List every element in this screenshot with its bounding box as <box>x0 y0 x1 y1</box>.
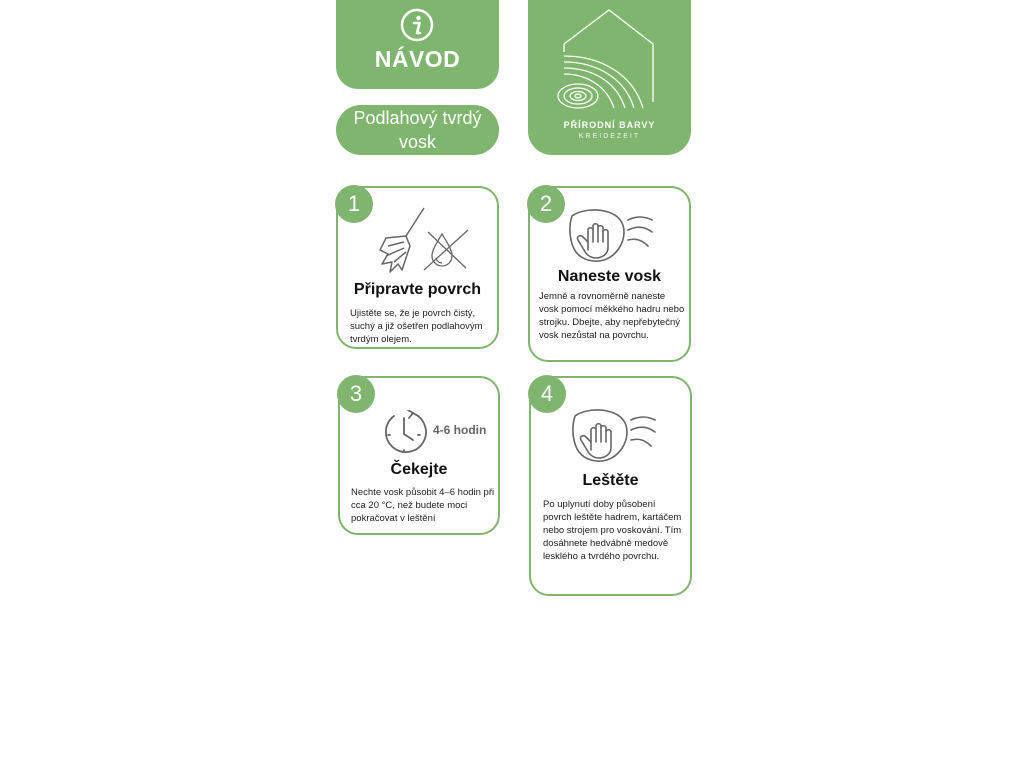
wait-duration-label: 4-6 hodin <box>433 423 487 437</box>
house-wood-logo-icon <box>528 0 691 155</box>
step-card-4 <box>529 376 692 596</box>
product-name-badge <box>336 105 499 155</box>
step-number: 1 <box>335 185 373 223</box>
step-card-2 <box>528 186 691 362</box>
step-description: Po uplynutí doby působení povrch leštěte hadrem, kartáčem nebo strojem pro voskování. Tím dosáhnete hedvábně medově lesklého a tvrdého povrchu. <box>543 499 682 562</box>
step-description: Ujistěte se, že je povrch čistý, suchý a již ošetřen podlahovým tvrdým olejem. <box>350 308 483 345</box>
page-title: NÁVOD <box>374 46 461 72</box>
step-title: Leštěte <box>582 472 639 489</box>
feather-duster-icon <box>376 206 426 276</box>
info-icon <box>400 8 434 42</box>
step-number: 3 <box>337 375 375 413</box>
product-name: Podlahový tvrdý vosk <box>353 108 482 152</box>
step-card-1 <box>336 186 499 349</box>
instructions-header-card <box>336 0 499 89</box>
step-description: Jemně a rovnoměrně naneste vosk pomocí měkkého hadru nebo strojku. Dbejte, aby nepřebytečný vosk nezůstal na povrchu. <box>539 291 685 341</box>
brand-logo-card <box>528 0 691 155</box>
no-water-icon <box>422 228 472 272</box>
step-title: Naneste vosk <box>557 268 662 285</box>
step-description: Nechte vosk působit 4–6 hodin při cca 20 °C, než budete moci pokračovat v leštění <box>351 487 495 524</box>
brand-subtitle: KREIDEZEIT <box>578 133 641 140</box>
clock-timer-icon <box>382 410 432 456</box>
step-number: 2 <box>527 185 565 223</box>
hand-cloth-wipe-icon <box>566 206 656 266</box>
hand-cloth-polish-icon <box>569 406 659 466</box>
step-card-3 <box>338 376 500 535</box>
step-number: 4 <box>528 375 566 413</box>
brand-name: PŘÍRODNÍ BARVY <box>563 120 656 130</box>
step-title: Připravte povrch <box>353 281 482 298</box>
step-title: Čekejte <box>390 461 448 478</box>
